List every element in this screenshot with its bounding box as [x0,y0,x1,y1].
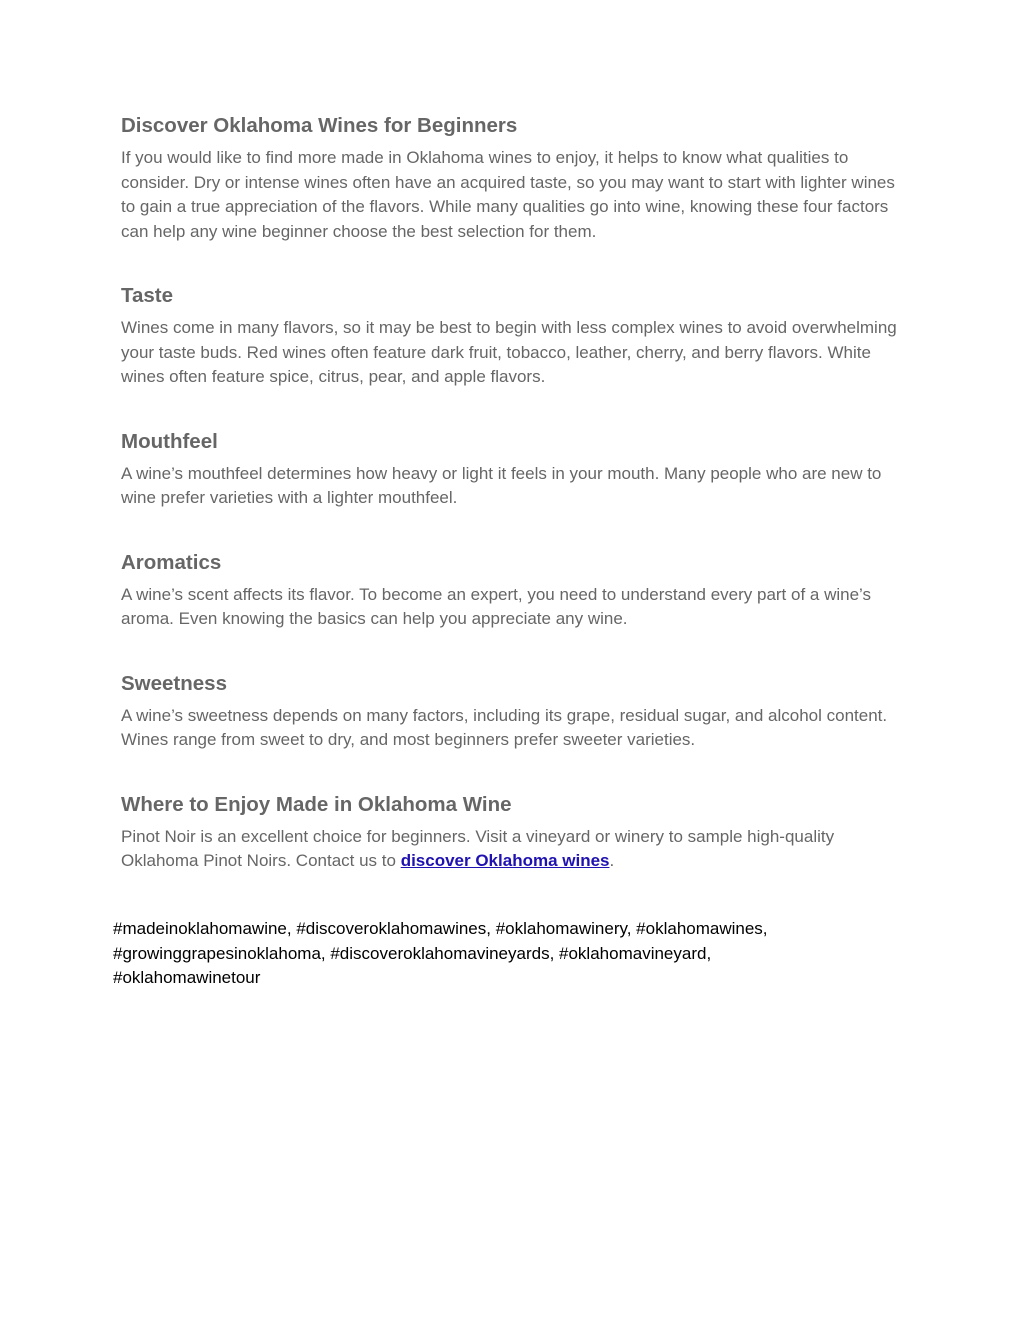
mouthfeel-heading: Mouthfeel [121,429,218,453]
hashtags-line-1: #madeinoklahomawine, #discoveroklahomawines, #oklahomawinery, #oklahomawines, [113,919,768,938]
hashtags-line-2: #growinggrapesinoklahoma, #discoveroklahomavineyards, #oklahomavineyard, [113,943,712,963]
article-content [121,113,911,874]
mouthfeel-section [121,429,911,511]
intro-heading: Discover Oklahoma Wines for Beginners [121,114,518,137]
closing-period: . [609,851,615,870]
closing-heading: Where to Enjoy Made in Oklahoma Wine [121,792,512,816]
hashtags-block [113,917,913,991]
hashtags-line-3: #oklahomawinetour [113,968,261,987]
taste-section [121,283,911,390]
intro-section [121,113,911,244]
aromatics-paragraph: A wine’s scent affects its flavor. To become an expert, you need to understand every part of a wine’s aroma. Even knowing the basics can help you appreciate any wine. [121,584,872,628]
sweetness-heading: Sweetness [121,671,227,695]
sweetness-section [121,671,911,753]
aromatics-heading: Aromatics [121,550,222,574]
closing-section [121,792,911,874]
taste-heading: Taste [121,284,174,307]
aromatics-section [121,550,911,632]
taste-paragraph: Wines come in many flavors, so it may be best to begin with less complex wines to avoid overwhelming your taste buds. Red wines often feature dark fruit, tobacco, leather, cherry, and berry flavors. White wines often feature spice, citrus, pear, and apple flavors. [121,318,897,386]
intro-paragraph: If you would like to find more made in Oklahoma wines to enjoy, it helps to know what qualities to consider. Dry or intense wines often have an acquired taste, so you may want to start with lighter wines to gain a true appreciation of the flavors. While many qualities go into wine, knowing these four factors can help any wine beginner choose the best selection for them. [121,148,895,241]
closing-text: Pinot Noir is an excellent choice for beginners. Visit a vineyard or winery to sample high-quality Oklahoma Pinot Noirs. Contact us to [121,826,835,870]
sweetness-paragraph: A wine’s sweetness depends on many factors, including its grape, residual sugar, and alcohol content. Wines range from sweet to dry, and most beginners prefer sweeter varieties. [121,705,888,749]
discover-oklahoma-wines-link[interactable]: discover Oklahoma wines [400,851,610,870]
closing-paragraph [121,825,911,874]
mouthfeel-paragraph: A wine’s mouthfeel determines how heavy or light it feels in your mouth. Many people who are new to wine prefer varieties with a lighter mouthfeel. [121,463,882,507]
